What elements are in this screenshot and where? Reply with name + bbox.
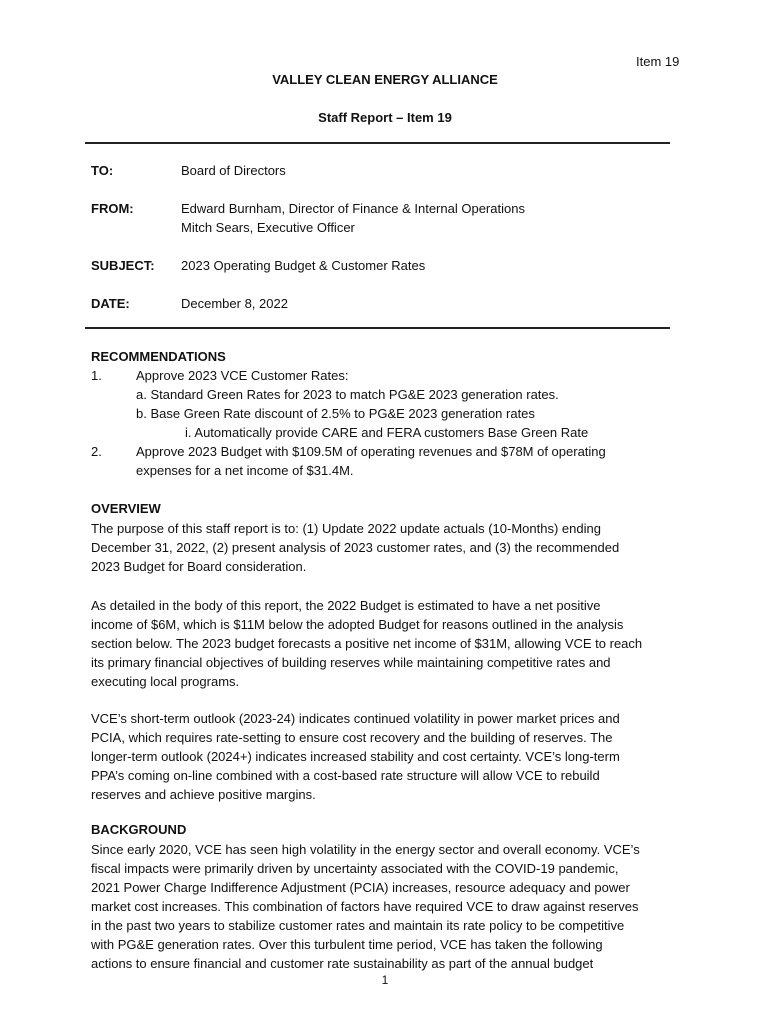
rec-item-1-number: 1.	[91, 368, 102, 383]
text-line: income of $6M, which is $11M below the adopted Budget for reasons outlined in the analysis	[91, 617, 624, 632]
text-line: Since early 2020, VCE has seen high volatility in the energy sector and overall economy. VCE’s	[91, 842, 640, 857]
text-line: its primary financial objectives of building reserves while maintaining competitive rates and	[91, 655, 611, 670]
subject-value: 2023 Operating Budget & Customer Rates	[181, 258, 426, 273]
text-line: 2021 Power Charge Indifference Adjustment (PCIA) increases, resource adequacy and power	[91, 880, 630, 895]
overview-paragraph-3	[91, 709, 681, 804]
top-divider	[85, 142, 670, 144]
rec-item-2-line-2: expenses for a net income of $31.4M.	[136, 463, 354, 478]
background-paragraph-1	[91, 840, 681, 973]
item-label: Item 19	[636, 54, 680, 69]
text-line: fiscal impacts were primarily driven by uncertainty associated with the COVID-19 pandemic,	[91, 861, 619, 876]
bottom-divider	[85, 327, 670, 329]
text-line: section below. The 2023 budget forecasts a positive net income of $31M, allowing VCE to reach	[91, 636, 643, 651]
text-line: market cost increases. This combination of factors have required VCE to draw against reserves	[91, 899, 639, 914]
organization-name: VALLEY CLEAN ENERGY ALLIANCE	[272, 72, 498, 87]
text-line: in the past two years to stabilize customer rates and maintain its rate policy to be competitive	[91, 918, 625, 933]
overview-paragraph-1	[91, 519, 681, 576]
date-label: DATE:	[91, 296, 130, 311]
text-line: actions to ensure financial and customer rate sustainability as part of the annual budget	[91, 956, 594, 971]
rec-item-1a: a. Standard Green Rates for 2023 to match PG&E 2023 generation rates.	[136, 387, 559, 402]
page-number: 1	[381, 973, 389, 987]
report-title: Staff Report – Item 19	[318, 110, 452, 125]
text-line: December 31, 2022, (2) present analysis of 2023 customer rates, and (3) the recommended	[91, 540, 620, 555]
rec-item-1-text: Approve 2023 VCE Customer Rates:	[136, 368, 349, 383]
text-line: As detailed in the body of this report, the 2022 Budget is estimated to have a net positive	[91, 598, 601, 613]
overview-heading: OVERVIEW	[91, 501, 161, 516]
rec-item-1b-i: i. Automatically provide CARE and FERA customers Base Green Rate	[185, 425, 589, 440]
from-value-2: Mitch Sears, Executive Officer	[181, 220, 355, 235]
subject-label: SUBJECT:	[91, 258, 155, 273]
rec-item-1b: b. Base Green Rate discount of 2.5% to PG&E 2023 generation rates	[136, 406, 535, 421]
text-line: VCE’s short-term outlook (2023-24) indicates continued volatility in power market prices and	[91, 711, 620, 726]
from-value-1: Edward Burnham, Director of Finance & Internal Operations	[181, 201, 525, 216]
text-line: reserves and achieve positive margins.	[91, 787, 316, 802]
text-line: executing local programs.	[91, 674, 240, 689]
from-label: FROM:	[91, 201, 134, 216]
text-line: PPA’s coming on-line combined with a cost-based rate structure will allow VCE to rebuild	[91, 768, 600, 783]
to-value: Board of Directors	[181, 163, 286, 178]
text-line: 2023 Budget for Board consideration.	[91, 559, 307, 574]
to-label: TO:	[91, 163, 114, 178]
text-line: PCIA, which requires rate-setting to ensure cost recovery and the building of reserves. The	[91, 730, 613, 745]
rec-item-2-number: 2.	[91, 444, 102, 459]
recommendations-heading: RECOMMENDATIONS	[91, 349, 226, 364]
date-value: December 8, 2022	[181, 296, 288, 311]
background-heading: BACKGROUND	[91, 822, 187, 837]
overview-paragraph-2	[91, 596, 681, 691]
text-line: longer-term outlook (2024+) indicates increased stability and cost certainty. VCE’s long-term	[91, 749, 620, 764]
text-line: The purpose of this staff report is to: (1) Update 2022 update actuals (10-Months) ending	[91, 521, 601, 536]
rec-item-2-line-1: Approve 2023 Budget with $109.5M of operating revenues and $78M of operating	[136, 444, 606, 459]
text-line: with PG&E generation rates. Over this turbulent time period, VCE has taken the following	[91, 937, 603, 952]
